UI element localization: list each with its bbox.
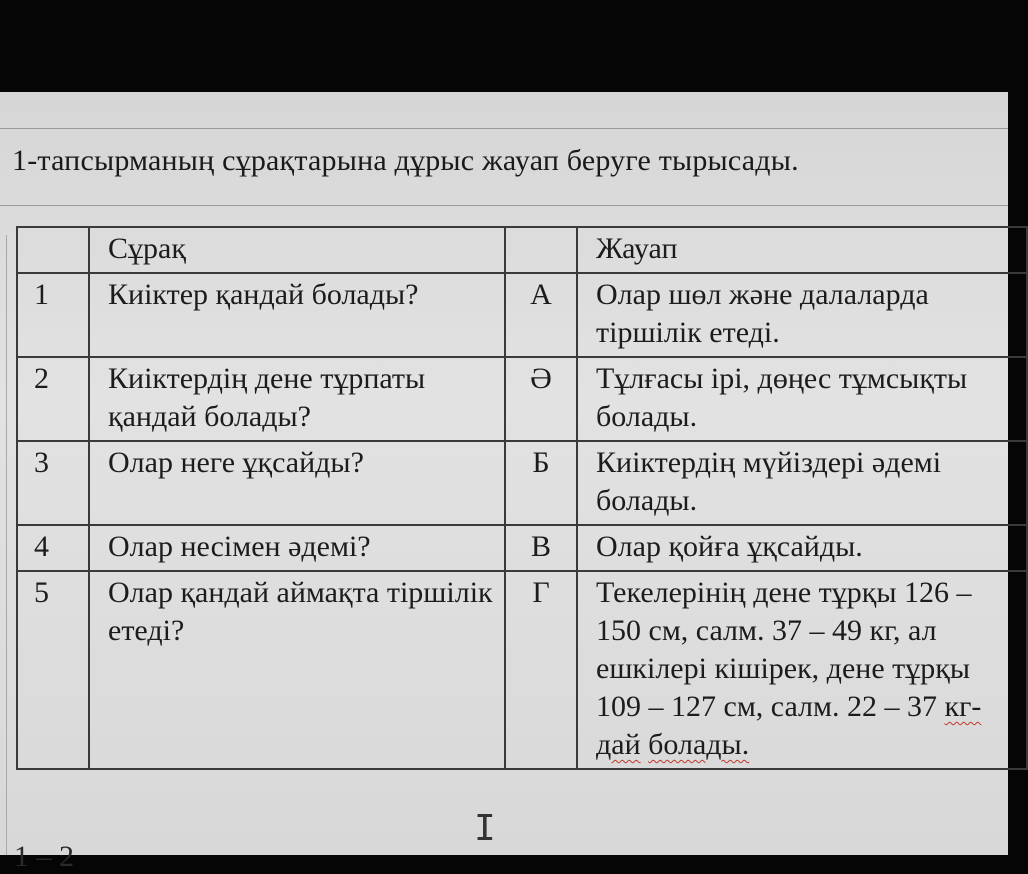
question-cell[interactable]: Олар неге ұқсайды? <box>89 441 505 525</box>
question-cell[interactable]: Олар қандай аймақта тіршілік етеді? <box>89 571 505 769</box>
table-row <box>17 273 1027 357</box>
spellcheck-flagged-word-end[interactable]: болады. <box>648 728 750 761</box>
table-row <box>17 441 1027 525</box>
header-question-cell[interactable]: Сұрақ <box>89 227 505 273</box>
table-header-row <box>17 227 1027 273</box>
answer-letter-cell[interactable]: А <box>505 273 577 357</box>
row-number-cell[interactable]: 5 <box>17 571 89 769</box>
next-section-text[interactable]: 1 – 2 <box>14 840 74 873</box>
answer-letter-cell[interactable]: Б <box>505 441 577 525</box>
question-cell[interactable]: Олар несімен әдемі? <box>89 525 505 571</box>
header-number-cell[interactable] <box>17 227 89 273</box>
answer-cell[interactable]: Олар шөл және далаларда тіршілік етеді. <box>577 273 1027 357</box>
row-number-cell[interactable]: 3 <box>17 441 89 525</box>
page-border-guide <box>0 205 1008 206</box>
document-page <box>0 92 1008 873</box>
table-row <box>17 525 1027 571</box>
table-row <box>17 571 1027 769</box>
row-number-cell[interactable]: 4 <box>17 525 89 571</box>
answer-cell[interactable]: Тұлғасы ірі, дөңес тұмсықты болады. <box>577 357 1027 441</box>
answer-text: Текелерінің дене тұрқы 126 – 150 см, салм. 37 – 49 кг, ал ешкілері кішірек, дене тұрқы 109 – 127 см, салм. 22 – 37 <box>596 576 972 723</box>
text-cursor-icon: I <box>474 808 496 849</box>
question-answer-table <box>16 226 1028 770</box>
answer-cell[interactable]: Олар қойға ұқсайды. <box>577 525 1027 571</box>
row-number-cell[interactable]: 1 <box>17 273 89 357</box>
table-row <box>17 357 1027 441</box>
header-letter-cell[interactable] <box>505 227 577 273</box>
question-cell[interactable]: Киіктердің дене тұрпаты қандай болады? <box>89 357 505 441</box>
answer-cell[interactable] <box>577 571 1027 769</box>
page-border-top <box>0 128 1008 129</box>
answer-letter-cell[interactable]: В <box>505 525 577 571</box>
row-number-cell[interactable]: 2 <box>17 357 89 441</box>
spellcheck-flagged-word[interactable]: кг-дай <box>596 690 982 761</box>
answer-letter-cell[interactable]: Г <box>505 571 577 769</box>
answer-cell[interactable]: Киіктердің мүйіздері әдемі болады. <box>577 441 1027 525</box>
header-answer-cell[interactable]: Жауап <box>577 227 1027 273</box>
question-cell[interactable]: Киіктер қандай болады? <box>89 273 505 357</box>
page-margin-guide <box>6 235 7 855</box>
instruction-text[interactable]: 1-тапсырманың сұрақтарына дұрыс жауап беруге тырысады. <box>12 144 799 177</box>
answer-letter-cell[interactable]: Ә <box>505 357 577 441</box>
